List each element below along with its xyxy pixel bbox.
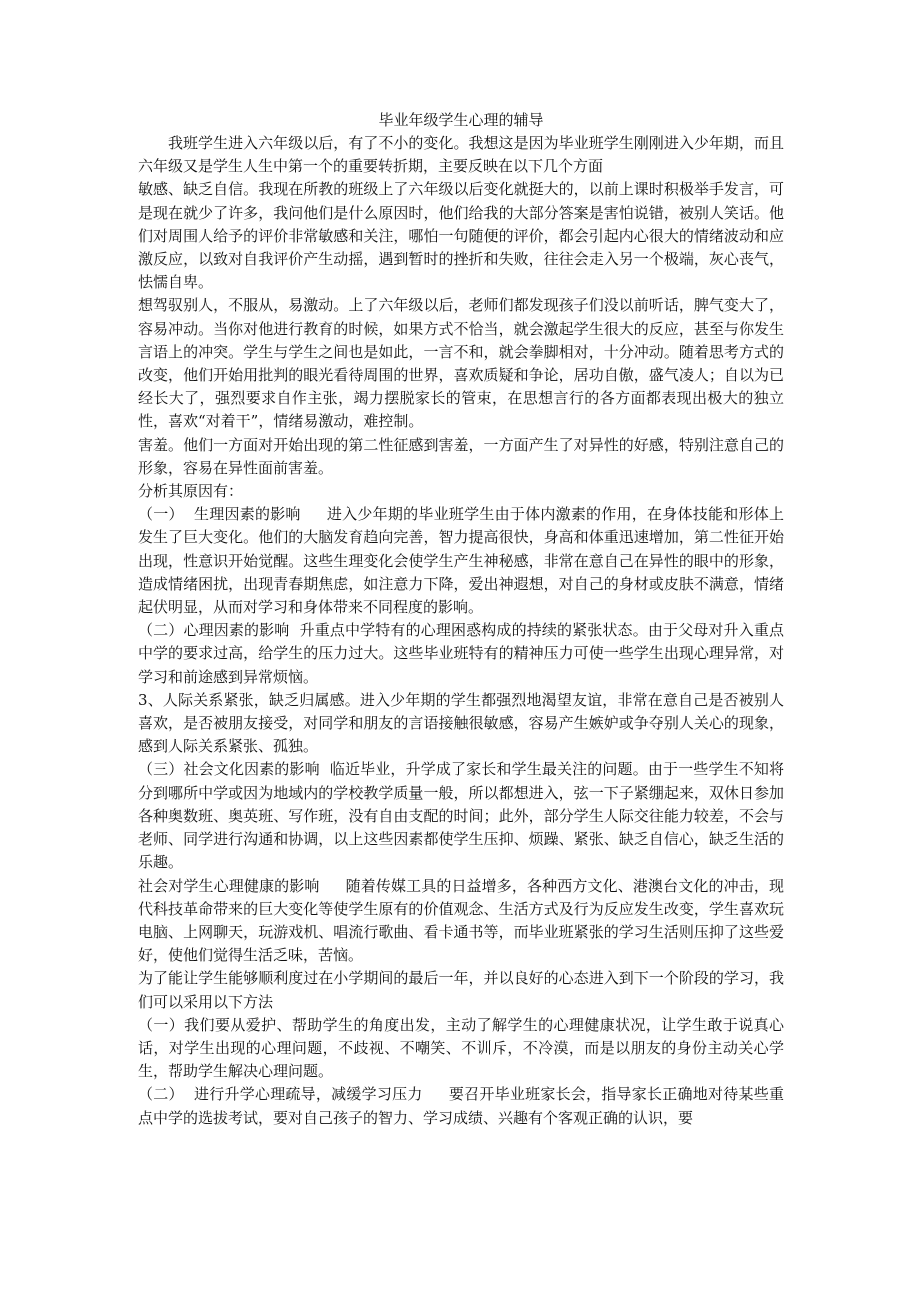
paragraph-method-one: （一）我们要从爱护、帮助学生的角度出发，主动了解学生的心理健康状况，让学生敢于说真心话，对学生出现的心理问题，不歧视、不嘲笑、不训斥，不冷漠，而是以朋友的身份主动关心学生，帮助学生解决心理问题。 [138, 1015, 784, 1081]
section-heading: 心理因素的影响 [183, 621, 290, 640]
section-label: （二） [138, 621, 184, 640]
section-body: 随着传媒工具的日益增多，各种西方文化、港澳台文化的冲击，现代科技革命带来的巨大变化等使学生原有的价值观念、生活方式及行为反应发生改变，学生喜欢玩电脑、上网聊天，玩游戏机、唱流行歌曲、看卡通书等，而毕业班紧张的学习生活则压抑了这些爱好，使他们觉得生活乏味，苦恼。 [138, 876, 784, 965]
section-label: （三） [138, 760, 184, 779]
paragraph-shy: 害羞。他们一方面对开始出现的第二性征感到害羞，一方面产生了对异性的好感，特别注意自己的形象，容易在异性面前害羞。 [138, 435, 784, 477]
intro-paragraph: 我班学生进入六年级以后，有了不小的变化。我想这是因为毕业班学生刚刚进入少年期，而且六年级又是学生人生中第一个的重要转折期，主要反映在以下几个方面 [138, 134, 784, 176]
paragraph-psychological [138, 619, 784, 689]
section-heading: 进行升学心理疏导，减缓学习压力 [193, 1085, 423, 1104]
section-body: 进入少年期的毕业班学生由于体内激素的作用，在身体技能和形体上发生了巨大变化。他们的大脑发育趋向完善，智力提高很快，身高和体重迅速增加，第二性征开始出现，性意识开始觉醒。这些生理变化会使学生产生神秘感，非常在意自己在异性的眼中的形象，造成情绪困扰，出现青春期焦虑，如注意力下降，爱出神遐想，对自己的身材或皮肤不满意，情绪起伏明显，从而对学习和身体带来不同程度的影响。 [138, 505, 784, 617]
document-page [138, 108, 784, 1130]
section-heading: 生理因素的影响 [193, 505, 301, 524]
paragraph-methods-intro: 为了能让学生能够顺利度过在小学期间的最后一年，并以良好的心态进入到下一个阶段的学习，我们可以采用以下方法 [138, 969, 784, 1011]
paragraph-sensitive: 敏感、缺乏自信。我现在所教的班级上了六年级以后变化就挺大的，以前上课时积极举手发言，可是现在就少了许多，我问他们是什么原因时，他们给我的大部分答案是害怕说错，被别人笑话。他们对周围人给予的评价非常敏感和关注，哪怕一句随便的评价，都会引起内心很大的情绪波动和应激反应，以致对自我评价产生动摇，遇到暂时的挫折和失败，往往会走入另一个极端，灰心丧气，怯懦自卑。 [138, 180, 784, 292]
paragraph-social-culture [138, 758, 784, 874]
section-label: （一） [138, 505, 184, 524]
paragraph-analysis-intro: 分析其原因有： [138, 482, 244, 501]
section-heading: 社会对学生心理健康的影响 [138, 876, 320, 895]
paragraph-society-impact [138, 875, 784, 968]
paragraph-method-two [138, 1083, 784, 1129]
section-body: 升重点中学特有的心理困惑构成的持续的紧张状态。由于父母对升入重点中学的要求过高，给学生的压力过大。这些毕业班特有的精神压力可使一些学生出现心理异常，对学习和前途感到异常烦恼。 [138, 621, 784, 686]
section-body: 临近毕业，升学成了家长和学生最关注的问题。由于一些学生不知将分到哪所中学或因为地域内的学校教学质量一般，所以都想进入，弦一下子紧绷起来，双休日参加各种奥数班、奥英班、写作班，没有自由支配的时间；此外，部分学生人际交往能力较差，不会与老师、同学进行沟通和协调，以上这些因素都使学生压抑、烦躁、紧张、缺乏自信心，缺乏生活的乐趣。 [138, 760, 784, 872]
section-body: 要召开毕业班家长会，指导家长正确地对待某些重点中学的选拔考试，要对自己孩子的智力、学习成绩、兴趣有个客观正确的认识，要 [138, 1085, 784, 1127]
document-title: 毕业年级学生心理的辅导 [378, 111, 544, 129]
section-heading: 社会文化因素的影响 [183, 760, 320, 779]
paragraph-impulsive: 想驾驭别人，不服从，易激动。上了六年级以后，老师们都发现孩子们没以前听话，脾气变大了，容易冲动。当你对他进行教育的时候，如果方式不恰当，就会激起学生很大的反应，甚至与你发生言语上的冲突。学生与学生之间也是如此，一言不和，就会拳脚相对，十分冲动。随着思考方式的改变，他们开始用批判的眼光看待周围的世界，喜欢质疑和争论，居功自傲，盛气凌人；自以为已经长大了，强烈要求自作主张，竭力摆脱家长的管束，在思想言行的各方面都表现出极大的独立性，喜欢“对着干”，情绪易激动，难控制。 [138, 296, 784, 431]
paragraph-physiological [138, 503, 784, 619]
paragraph-relationships: 3、人际关系紧张，缺乏归属感。进入少年期的学生都强烈地渴望友谊，非常在意自己是否被别人喜欢，是否被朋友接受，对同学和朋友的言语接触很敏感，容易产生嫉妒或争夺别人关心的现象，感到人际关系紧张、孤独。 [138, 690, 784, 756]
section-label: （二） [138, 1085, 184, 1104]
